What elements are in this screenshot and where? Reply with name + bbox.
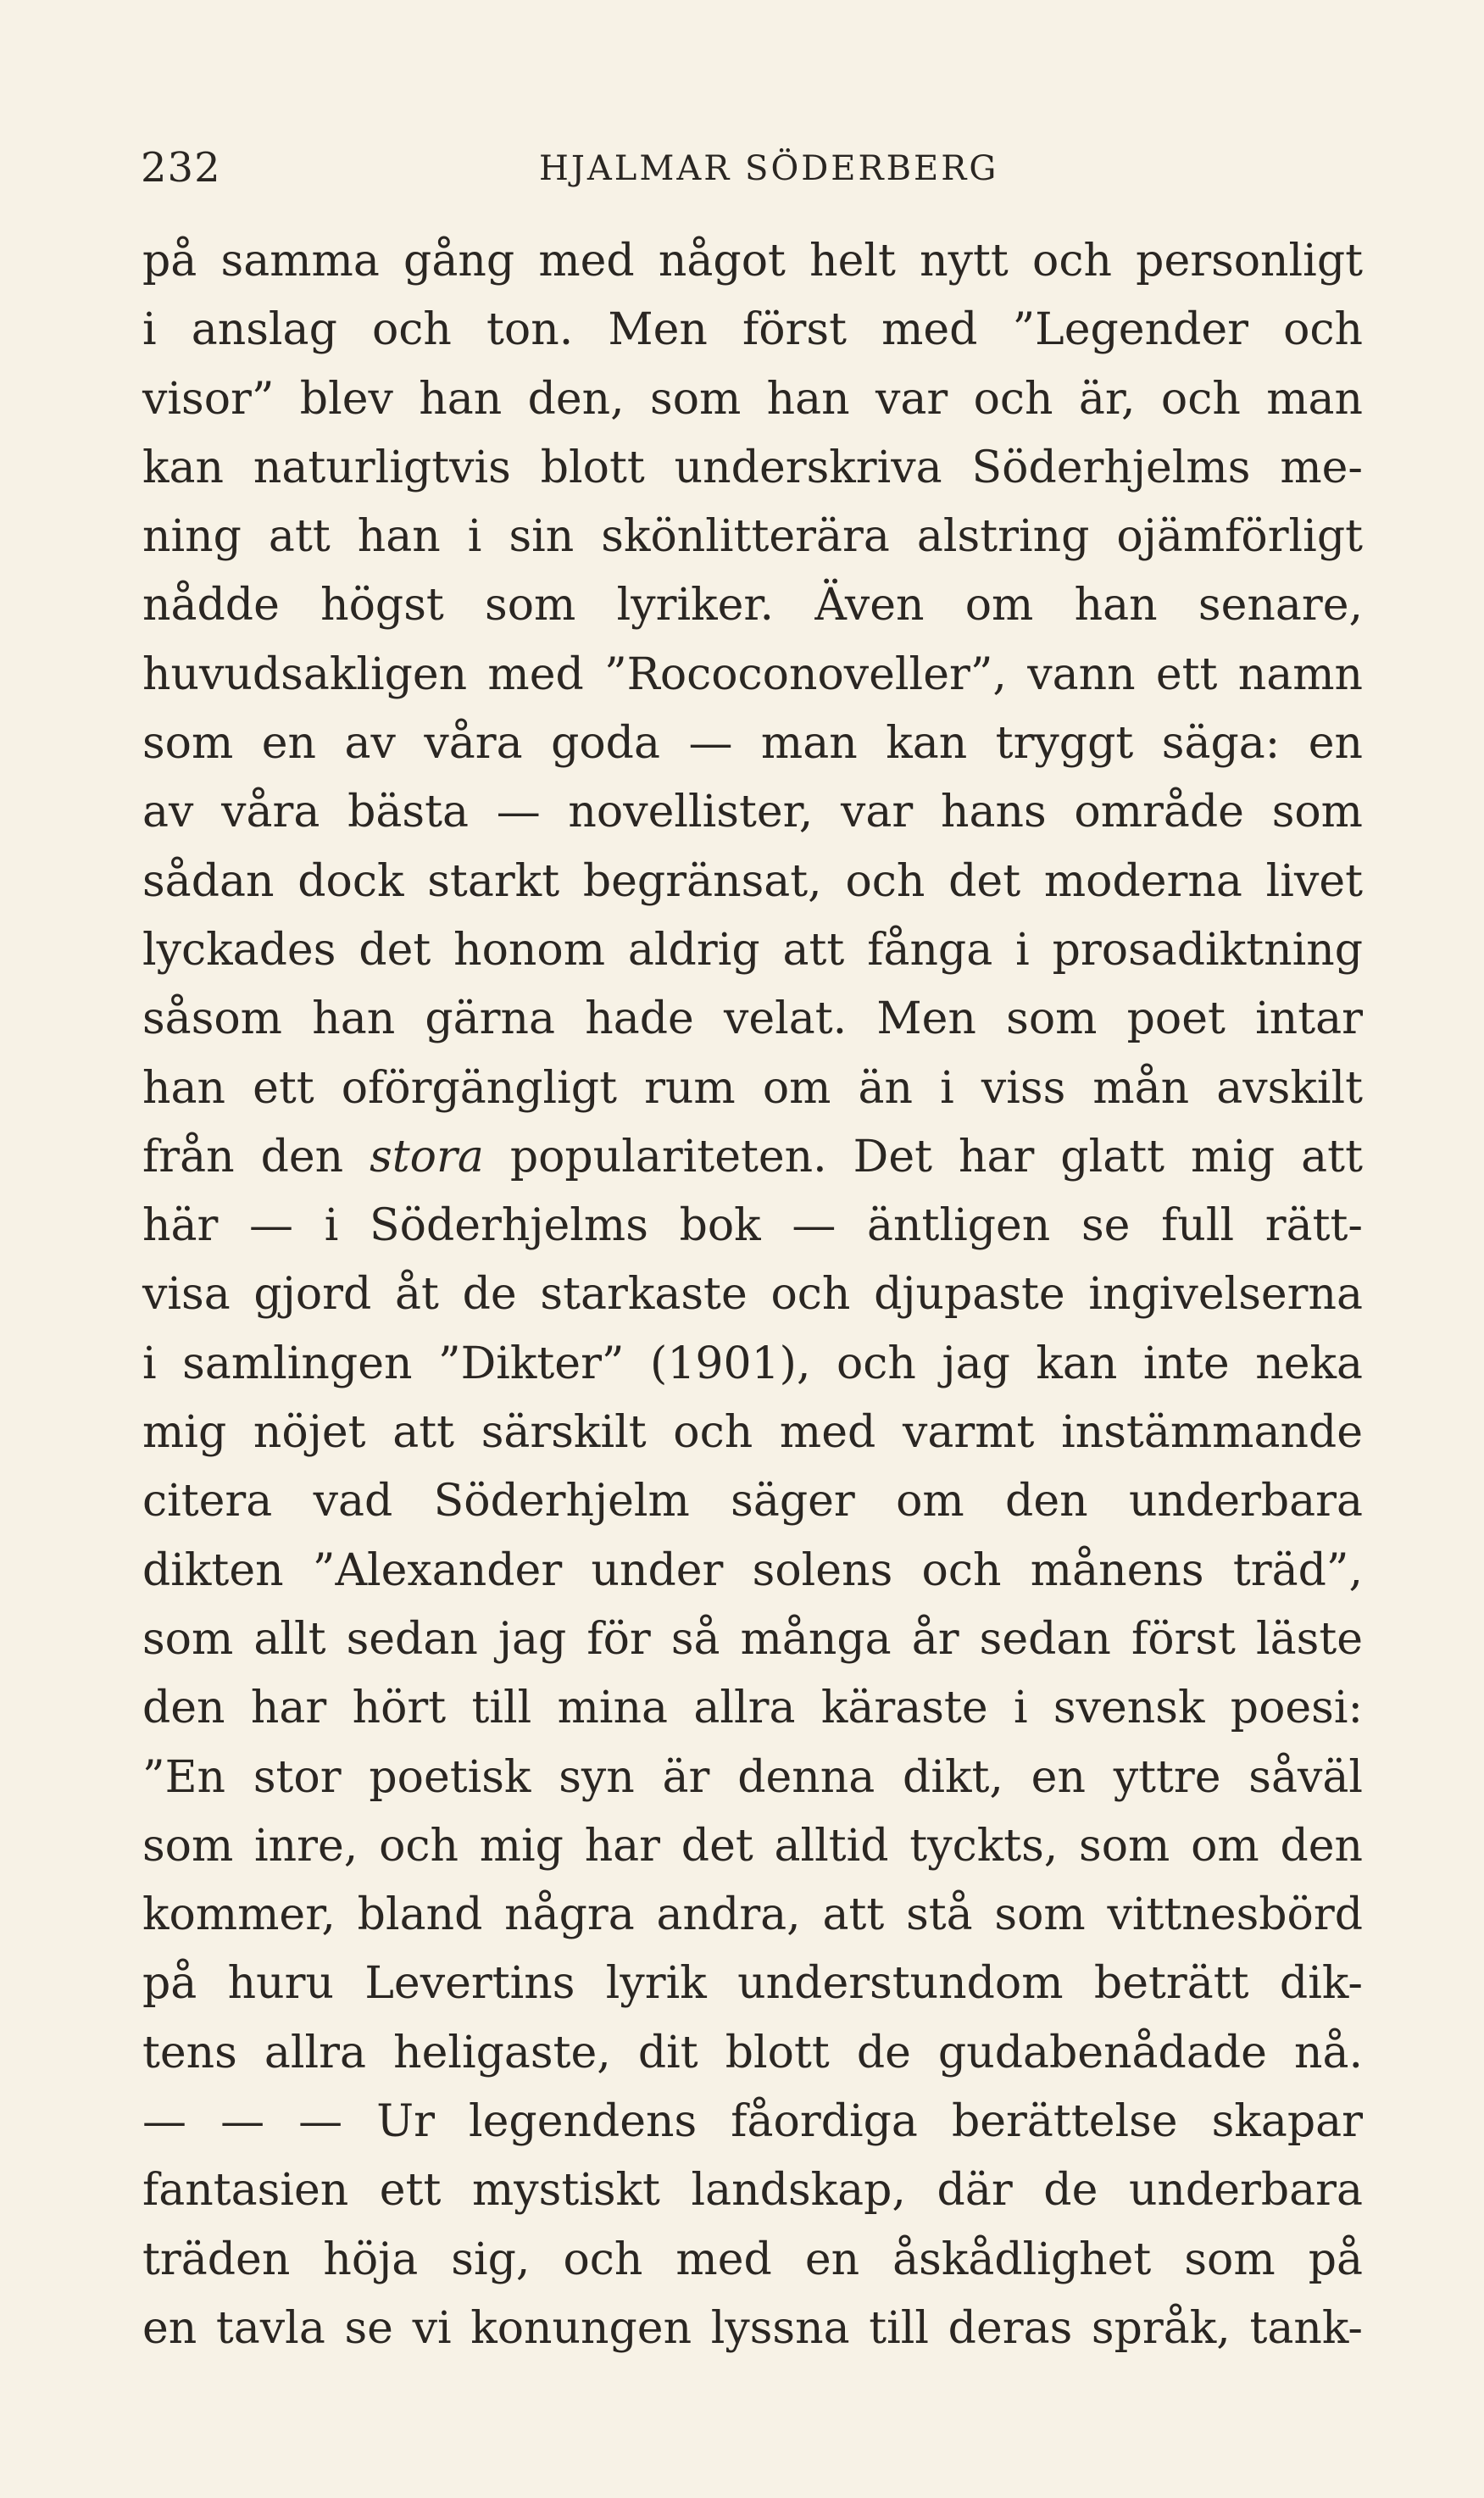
text-line: nådde högst som lyriker. Även om han senare, [142,580,1363,631]
text-line: en tavla se vi konungen lyssna till deras språk, tank- [142,2302,1363,2354]
text-line: den har hört till mina allra käraste i svensk poesi: [142,1683,1363,1734]
text-line: på huru Levertins lyrik understundom beträtt dik- [142,1958,1363,2010]
text-line: huvudsakligen med ”Rococonoveller”, vann ett namn [142,648,1363,700]
text-line: ”En stor poetisk syn är denna dikt, en yttre såväl [142,1751,1363,1803]
text-line: mig nöjet att särskilt och med varmt instämmande [142,1407,1363,1459]
text-line: som en av våra goda — man kan tryggt säga: en [142,718,1363,770]
text-line: kan naturligtvis blott underskriva Söderhjelms me- [142,442,1363,493]
text-line: såsom han gärna hade velat. Men som poet intar [142,993,1363,1045]
running-head [141,144,1361,195]
text-line: i anslag och ton. Men först med ”Legender och [142,304,1363,356]
text-line: träden höja sig, och med en åskådlighet som på [142,2234,1363,2285]
running-head-title: HJALMAR SÖDERBERG [539,149,999,188]
text-line: på samma gång med något helt nytt och personligt [142,236,1363,287]
text-line-with-italic [142,1123,1363,1192]
text-line: tens allra heligaste, dit blott de gudabenådade nå. [142,2027,1363,2078]
body-text [142,227,1363,2363]
text-segment: från den [142,1131,370,1182]
text-line: visa gjord åt de starkaste och djupaste ingivelserna [142,1269,1363,1321]
italic-word: stora [370,1131,484,1182]
text-line: ning att han i sin skönlitterära alstring ojämförligt [142,511,1363,563]
text-line: lyckades det honom aldrig att fånga i prosadiktning [142,924,1363,976]
text-line: — — — Ur legendens fåordiga berättelse skapar [142,2096,1363,2148]
text-segment: populariteten. Det har glatt mig att [483,1131,1363,1182]
text-line: han ett oförgängligt rum om än i viss mån avskilt [142,1062,1363,1114]
text-line: här — i Söderhjelms bok — äntligen se full rätt- [142,1200,1363,1252]
text-line: citera vad Söderhjelm säger om den underbara [142,1476,1363,1527]
text-line: i samlingen ”Dikter” (1901), och jag kan inte neka [142,1338,1363,1389]
page-number: 232 [141,144,221,192]
text-line: av våra bästa — novellister, var hans område som [142,787,1363,838]
text-line: sådan dock starkt begränsat, och det moderna livet [142,855,1363,907]
text-line: dikten ”Alexander under solens och månens träd”, [142,1544,1363,1596]
text-line: kommer, bland några andra, att stå som vittnesbörd [142,1889,1363,1941]
text-line: som inre, och mig har det alltid tyckts, som om den [142,1820,1363,1872]
text-line: som allt sedan jag för så många år sedan först läste [142,1613,1363,1665]
text-line: visor” blev han den, som han var och är, och man [142,373,1363,425]
text-line: fantasien ett mystiskt landskap, där de underbara [142,2165,1363,2217]
